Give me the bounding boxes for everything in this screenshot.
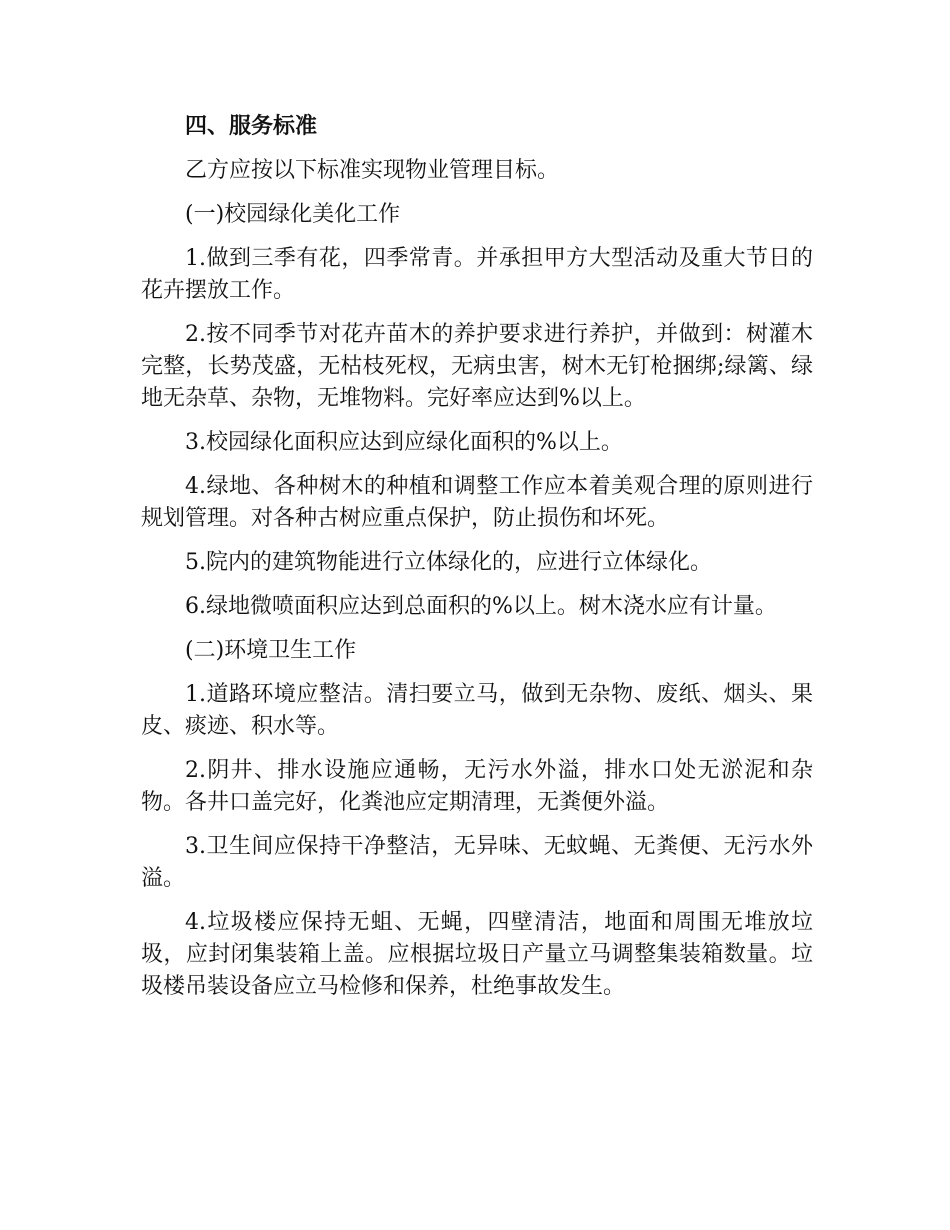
sanitation-item-2: 2.阴井、排水设施应通畅，无污水外溢，排水口处无淤泥和杂物。各井口盖完好，化粪池应定期清理，无粪便外溢。 xyxy=(141,758,813,815)
greening-item-3: 3.校园绿化面积应达到应绿化面积的%以上。 xyxy=(185,430,623,455)
greening-item-2: 2.按不同季节对花卉苗木的养护要求进行养护，并做到：树灌木完整，长势茂盛，无枯枝死杈，无病虫害，树木无钉枪捆绑;绿篱、绿地无杂草、杂物，无堆物料。完好率应达到%以上。 xyxy=(141,322,813,411)
sanitation-item-1: 1.道路环境应整洁。清扫要立马，做到无杂物、废纸、烟头、果皮、痰迹、积水等。 xyxy=(141,682,813,739)
intro-paragraph: 乙方应按以下标准实现物业管理目标。 xyxy=(185,158,560,183)
sanitation-item-4: 4.垃圾楼应保持无蛆、无蝇，四壁清洁，地面和周围无堆放垃圾，应封闭集装箱上盖。应根据垃圾日产量立马调整集装箱数量。垃圾楼吊装设备应立马检修和保养，杜绝事故发生。 xyxy=(141,910,813,999)
subsection-title-greening: (一)校园绿化美化工作 xyxy=(185,202,401,227)
greening-item-5: 5.院内的建筑物能进行立体绿化的，应进行立体绿化。 xyxy=(185,550,712,575)
section-title: 四、服务标准 xyxy=(185,113,318,139)
greening-item-1: 1.做到三季有花，四季常青。并承担甲方大型活动及重大节日的花卉摆放工作。 xyxy=(141,246,813,303)
sanitation-item-3: 3.卫生间应保持干净整洁，无异味、无蚊蝇、无粪便、无污水外溢。 xyxy=(141,834,813,891)
subsection-title-sanitation: (二)环境卫生工作 xyxy=(185,638,357,663)
greening-item-6: 6.绿地微喷面积应达到总面积的%以上。树木浇水应有计量。 xyxy=(185,594,777,619)
greening-item-4: 4.绿地、各种树木的种植和调整工作应本着美观合理的原则进行规划管理。对各种古树应重点保护，防止损伤和坏死。 xyxy=(141,474,813,531)
document-body xyxy=(141,108,813,1015)
